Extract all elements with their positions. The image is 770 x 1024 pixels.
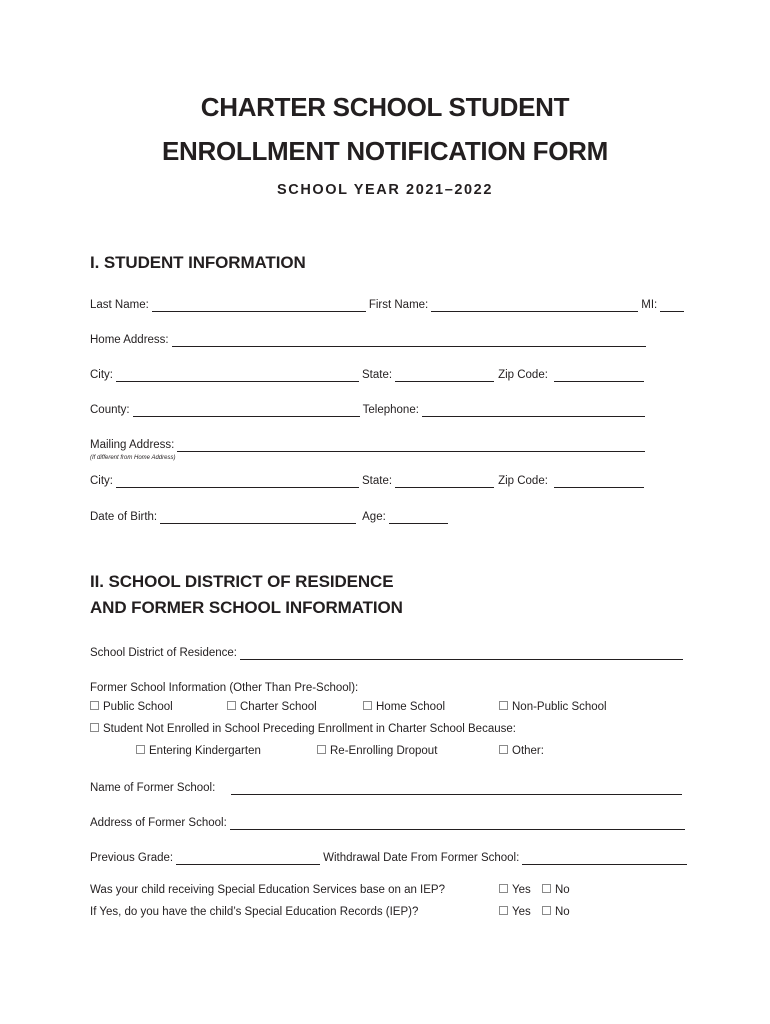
previous-grade-field[interactable] [176,851,320,865]
home-address-label: Home Address: [90,334,169,346]
telephone-label: Telephone: [362,404,419,416]
dropout-checkbox[interactable] [317,745,326,754]
withdrawal-date-field[interactable] [522,851,687,865]
first-name-field[interactable] [431,298,638,312]
charter-school-checkbox[interactable] [227,701,236,710]
city-label: City: [90,369,113,381]
home-address-field[interactable] [172,333,646,347]
home-school-option[interactable] [363,701,445,713]
form-title-line-1: CHARTER SCHOOL STUDENT [200,92,570,122]
non-public-school-checkbox[interactable] [499,701,508,710]
county-row [90,401,645,417]
records-no-checkbox[interactable] [542,906,551,915]
mailing-address-field[interactable] [177,438,645,452]
iep-no-option[interactable] [542,884,570,896]
records-no-label: No [555,906,570,918]
district-label: School District of Residence: [90,647,238,659]
other-option[interactable] [499,745,544,757]
other-checkbox[interactable] [499,745,508,754]
iep-yes-checkbox[interactable] [499,884,508,893]
section-2-heading-line-2: AND FORMER SCHOOL INFORMATION [90,598,403,617]
former-address-row [90,814,685,830]
former-info-label: Former School Information (Other Than Pre-School): [90,682,359,694]
not-enrolled-label: Student Not Enrolled in School Preceding Enrollment in Charter School Because: [103,723,516,735]
last-name-field[interactable] [152,298,366,312]
non-public-school-option[interactable] [499,701,607,713]
mailing-address-note: (If different from Home Address) [90,455,176,461]
public-school-label: Public School [103,701,173,713]
records-yes-checkbox[interactable] [499,906,508,915]
kindergarten-label: Entering Kindergarten [149,745,261,757]
age-label: Age: [362,511,386,523]
home-school-checkbox[interactable] [363,701,372,710]
former-name-row [90,779,682,795]
grade-withdrawal-row [90,849,687,865]
home-address-row [90,331,646,347]
mailing-address-row [90,436,645,452]
home-school-label: Home School [376,701,446,713]
charter-school-label: Charter School [240,701,317,713]
state-2-label: State: [362,475,393,487]
former-address-field[interactable] [230,816,685,830]
zip-label: Zip Code: [498,369,548,381]
zip-2-label: Zip Code: [498,475,548,487]
iep-no-label: No [555,884,570,896]
dropout-label: Re-Enrolling Dropout [330,745,438,757]
dropout-option[interactable] [317,745,437,757]
age-field[interactable] [389,510,448,524]
former-info-row [90,679,358,695]
former-name-field[interactable] [231,781,682,795]
non-public-school-label: Non-Public School [512,701,607,713]
mi-field[interactable] [660,298,684,312]
records-yes-label: Yes [512,906,531,918]
iep-no-checkbox[interactable] [542,884,551,893]
section-1-heading: I. STUDENT INFORMATION [90,253,306,272]
county-field[interactable] [133,403,360,417]
section-2-heading-line-1: II. SCHOOL DISTRICT OF RESIDENCE [90,572,394,591]
kindergarten-option[interactable] [136,745,261,757]
city-field[interactable] [116,368,359,382]
zip-field[interactable] [554,368,644,382]
telephone-field[interactable] [422,403,645,417]
former-name-label: Name of Former School: [90,782,216,794]
records-yes-option[interactable] [499,906,531,918]
state-field[interactable] [395,368,494,382]
school-year: SCHOOL YEAR 2021–2022 [276,182,494,198]
dob-row [90,508,448,524]
district-field[interactable] [240,646,683,660]
iep-yes-label: Yes [512,884,531,896]
public-school-checkbox[interactable] [90,701,99,710]
other-label: Other: [512,745,544,757]
last-name-label: Last Name: [90,299,149,311]
city-2-label: City: [90,475,113,487]
city-row-2 [90,472,644,488]
dob-field[interactable] [160,510,356,524]
not-enrolled-option[interactable] [90,723,516,735]
public-school-option[interactable] [90,701,173,713]
not-enrolled-checkbox[interactable] [90,723,99,732]
records-question: If Yes, do you have the child’s Special Education Records (IEP)? [90,906,419,918]
previous-grade-label: Previous Grade: [90,852,174,864]
kindergarten-checkbox[interactable] [136,745,145,754]
form-title-line-2: ENROLLMENT NOTIFICATION FORM [161,136,609,166]
dob-label: Date of Birth: [90,511,158,523]
city-2-field[interactable] [116,474,359,488]
district-row [90,644,683,660]
records-no-option[interactable] [542,906,570,918]
state-2-field[interactable] [395,474,494,488]
mailing-address-label: Mailing Address: [90,439,175,451]
withdrawal-date-label: Withdrawal Date From Former School: [323,852,520,864]
charter-school-option[interactable] [227,701,317,713]
city-row [90,366,644,382]
county-label: County: [90,404,130,416]
state-label: State: [362,369,393,381]
name-row [90,296,684,312]
first-name-label: First Name: [368,299,429,311]
iep-question: Was your child receiving Special Education Services base on an IEP? [90,884,445,896]
iep-yes-option[interactable] [499,884,531,896]
former-address-label: Address of Former School: [90,817,227,829]
zip-2-field[interactable] [554,474,644,488]
mi-label: MI: [641,299,658,311]
